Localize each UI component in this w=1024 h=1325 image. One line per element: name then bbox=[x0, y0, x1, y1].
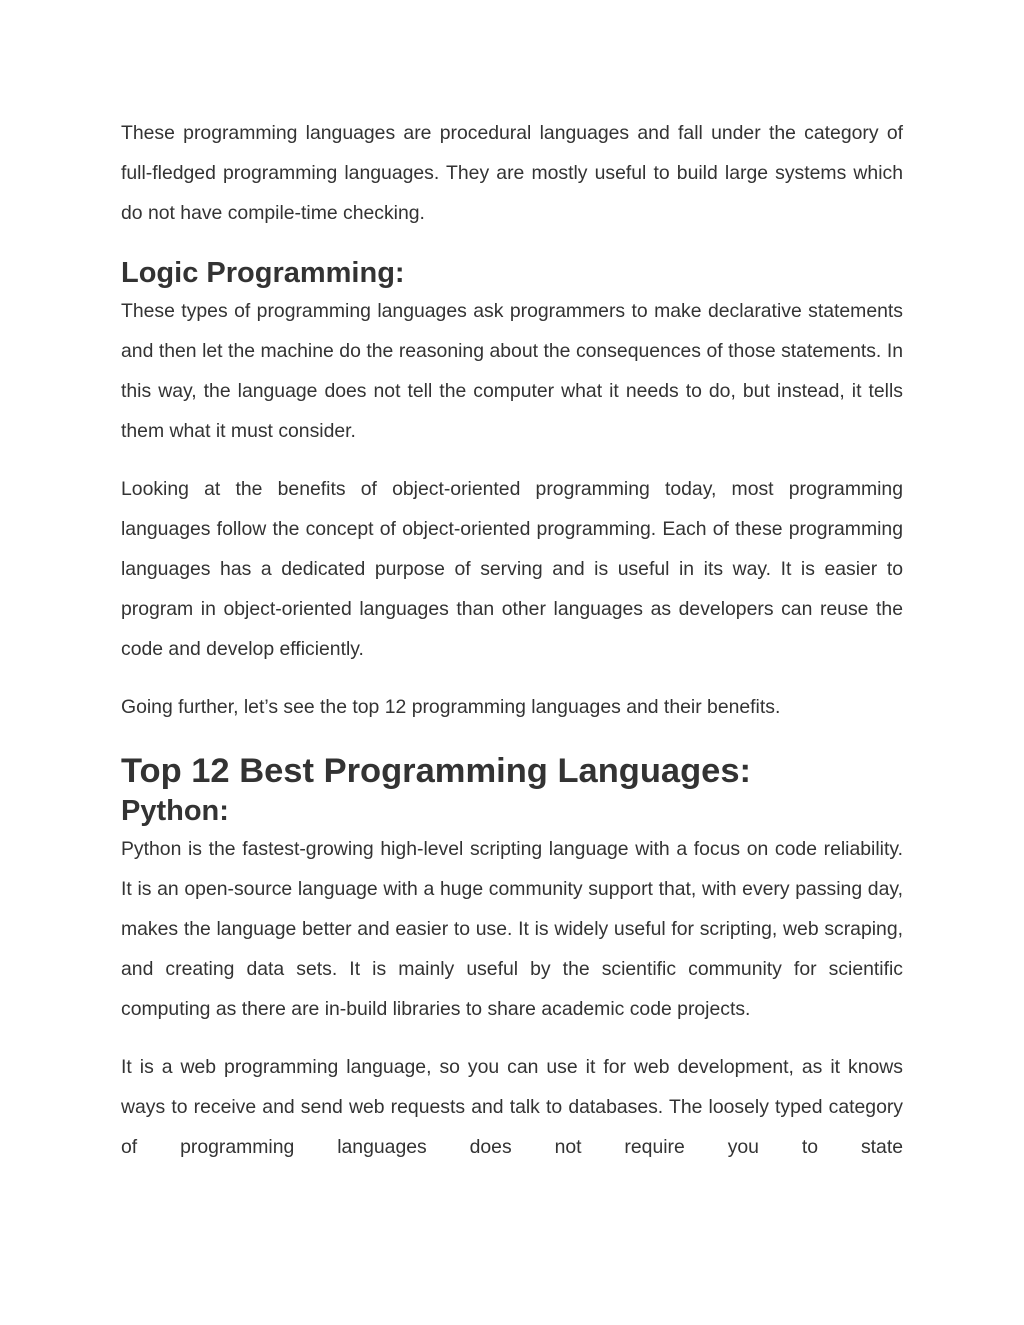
python-paragraph-1: Python is the fastest-growing high-level scripting language with a focus on code reliability. It is an open-source language with a huge community support that, with every passing day, makes the language better and easier to use. It is widely useful for scripting, web scraping, and creating data sets. It is mainly useful by the scientific community for scientific computing as there are in-build libraries to share academic code projects. bbox=[121, 838, 903, 1020]
python-heading: Python: bbox=[121, 795, 229, 827]
python-paragraph-2: It is a web programming language, so you can use it for web development, as it knows ways to receive and send web requests and talk to databases. The loosely typed category of programming languages does not require you to state bbox=[121, 1056, 903, 1158]
top-languages-heading: Top 12 Best Programming Languages: bbox=[121, 752, 752, 790]
logic-programming-heading: Logic Programming: bbox=[121, 257, 405, 289]
oop-paragraph: Looking at the benefits of object-oriented programming today, most programming languages follow the concept of object-oriented programming. Each of these programming languages has a dedicated purpose of serving and is useful in its way. It is easier to program in object-oriented languages than other languages as developers can reuse the code and develop efficiently. bbox=[121, 478, 903, 660]
intro-paragraph: These programming languages are procedural languages and fall under the category of full-fledged programming languages. They are mostly useful to build large systems which do not have compile-time checking. bbox=[121, 122, 903, 224]
going-further-paragraph: Going further, let’s see the top 12 programming languages and their benefits. bbox=[121, 696, 781, 718]
logic-programming-paragraph: These types of programming languages ask programmers to make declarative statements and then let the machine do the reasoning about the consequences of those statements. In this way, the language does not tell the computer what it needs to do, but instead, it tells them what it must consider. bbox=[121, 300, 903, 442]
document-page bbox=[121, 113, 903, 1167]
